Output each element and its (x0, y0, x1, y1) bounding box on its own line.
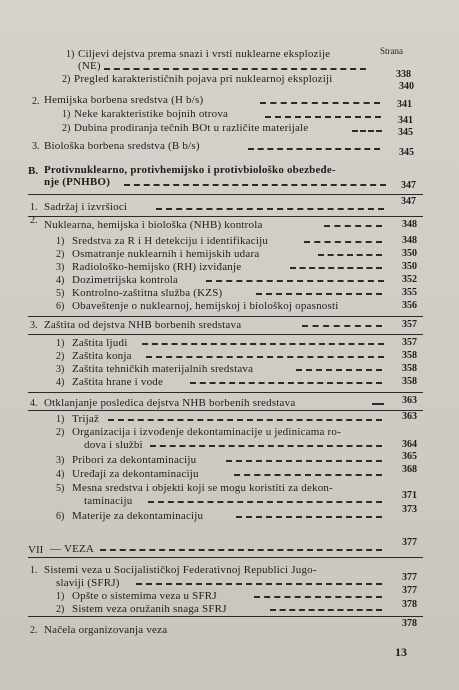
entry-number: 1. (30, 202, 38, 213)
page-ref: 358 (402, 376, 417, 387)
entry-number: 4) (56, 469, 65, 480)
toc-entry-text: Opšte o sistemima veza u SFRJ (72, 590, 217, 602)
entry-number: 2) (56, 604, 65, 615)
entry-number: 3) (56, 455, 65, 466)
dot-leader (104, 68, 366, 70)
dot-leader (108, 419, 382, 421)
entry-number: 1. (30, 565, 38, 576)
toc-entry-text: dova i službi (84, 439, 143, 451)
page-ref: 358 (402, 350, 417, 361)
toc-entry-text: Dozimetrijska kontrola (72, 274, 179, 286)
toc-entry-text: Zaštita konja (72, 350, 132, 362)
page-ref: 338 (396, 69, 411, 80)
toc-entry-text: Sredstva za R i H detekciju i identifikaciju (72, 235, 269, 247)
toc-entry-text: Organizacija i izvođenje dekontaminacije u jedinicama ro- (72, 426, 341, 438)
toc-entry-text: Pribori za dekontaminaciju (72, 454, 197, 466)
dot-leader (270, 609, 382, 611)
page-ref: 363 (402, 411, 417, 422)
toc-entry-text: Zaštita od dejstva NHB borbenih sredstava (44, 319, 242, 331)
toc-entry-text: Načela organizovanja veza (44, 624, 168, 636)
section-divider (28, 194, 423, 195)
page-ref: 357 (402, 319, 417, 330)
dot-leader (372, 403, 384, 405)
section-divider (28, 216, 423, 217)
page-ref: 358 (402, 363, 417, 374)
page-ref: 341 (397, 99, 412, 110)
toc-entry-text: Sistemi veza u Socijalističkoj Federativnoj Republici Jugo- (44, 564, 317, 576)
section-divider (28, 557, 423, 558)
page-number: 13 (395, 645, 407, 659)
page-ref: 365 (402, 451, 417, 462)
section-divider (28, 334, 423, 335)
toc-entry-text: Biološka borbena sredstva (B b/s) (44, 140, 200, 152)
entry-number: 5) (56, 288, 65, 299)
toc-entry-text: Uređaji za dekontaminaciju (72, 468, 199, 480)
page-ref: 356 (402, 300, 417, 311)
toc-entry-text: Dubina prodiranja tečnih BOt u različite materijale (74, 122, 309, 134)
toc-entry-text: Osmatranje nuklearnih i hemijskih udara (72, 248, 260, 260)
entry-number: 1) (66, 49, 75, 60)
page-ref: 340 (399, 81, 414, 92)
entry-number: 4) (56, 377, 65, 388)
toc-entry-text: Kontrolno-zaštitna služba (KZS) (72, 287, 223, 299)
entry-number: 1) (56, 338, 65, 349)
toc-entry-text: (NE) (78, 60, 101, 72)
entry-number: 4) (56, 275, 65, 286)
page-ref: 355 (402, 287, 417, 298)
page-ref: 377 (402, 572, 417, 583)
page-header-strana: Strana (380, 46, 403, 56)
entry-number: 2) (56, 249, 65, 260)
page-ref: 347 (401, 196, 416, 207)
entry-number: 5) (56, 483, 65, 494)
toc-entry-text: Radiološko-hemijsko (RH) izviđanje (72, 261, 242, 273)
entry-number: 2. (30, 215, 38, 226)
section-divider (28, 392, 423, 393)
entry-number: 2. (30, 625, 38, 636)
page-ref: 373 (402, 504, 417, 515)
toc-entry-text: Neke karakteristike bojnih otrova (74, 108, 229, 120)
toc-entry-text: slaviji (SFRJ) (56, 577, 120, 589)
dot-leader (290, 267, 382, 269)
page-ref: 348 (402, 219, 417, 230)
section-divider (28, 410, 423, 411)
toc-chapter-heading: — VEZA (50, 543, 95, 555)
dot-leader (226, 460, 382, 462)
dot-leader (100, 549, 382, 551)
toc-entry-text: Sadržaj i izvršioci (44, 201, 128, 213)
dot-leader (136, 583, 382, 585)
entry-number: 4. (30, 398, 38, 409)
entry-number: 2. (32, 96, 40, 107)
entry-number: 6) (56, 511, 65, 522)
page-ref: 378 (402, 599, 417, 610)
dot-leader (206, 280, 384, 282)
toc-entry-text: Ciljevi dejstva prema snazi i vrsti nuklearne eksplozije (78, 48, 331, 60)
section-divider (28, 316, 423, 317)
dot-leader (260, 102, 380, 104)
page-ref: 341 (398, 115, 413, 126)
dot-leader (352, 130, 382, 132)
entry-number: B. (28, 165, 39, 177)
toc-entry-text: Pregled karakterističnih pojava pri nuklearnoj eksploziji (74, 73, 333, 85)
toc-entry-text: Trijaž (72, 413, 100, 425)
entry-number: 3. (32, 141, 40, 152)
dot-leader (236, 516, 382, 518)
toc-entry-text: Mesna sredstva i objekti koji se mogu koristiti za dekon- (72, 482, 333, 494)
dot-leader (156, 208, 384, 210)
toc-entry-text: Nuklearna, hemijska i biološka (NHB) kontrola (44, 219, 263, 231)
entry-number: 2) (56, 427, 65, 438)
entry-number: 3. (30, 320, 38, 331)
page-ref: 350 (402, 261, 417, 272)
dot-leader (318, 254, 382, 256)
entry-number: 6) (56, 301, 65, 312)
entry-number: 1) (56, 414, 65, 425)
dot-leader (265, 116, 381, 118)
page-ref: 348 (402, 235, 417, 246)
dot-leader (148, 501, 382, 503)
entry-number: 2) (62, 74, 71, 85)
toc-entry-text: Sistem veza oružanih snaga SFRJ (72, 603, 227, 615)
dot-leader (248, 148, 380, 150)
page-ref: 368 (402, 464, 417, 475)
toc-entry-text: Zaštita tehničkih materijalnih sredstava (72, 363, 254, 375)
page-ref: 371 (402, 490, 417, 501)
dot-leader (234, 474, 382, 476)
entry-number: 2) (62, 123, 71, 134)
dot-leader (142, 343, 384, 345)
toc-entry-text: taminaciju (84, 495, 133, 507)
dot-leader (146, 356, 384, 358)
dot-leader (296, 369, 382, 371)
section-divider (28, 616, 423, 617)
page-ref: 377 (402, 585, 417, 596)
dot-leader (324, 225, 382, 227)
entry-number: 1) (56, 236, 65, 247)
page-ref: 352 (402, 274, 417, 285)
page-ref: 345 (398, 127, 413, 138)
toc-entry-text: Otklanjanje posledica dejstva NHB borbenih sredstava (44, 397, 296, 409)
dot-leader (256, 293, 382, 295)
entry-number: 1) (56, 591, 65, 602)
page-ref: 363 (402, 395, 417, 406)
page-ref: 347 (401, 180, 416, 191)
page-ref: 357 (402, 337, 417, 348)
entry-number: 2) (56, 351, 65, 362)
page-ref: 345 (399, 147, 414, 158)
toc-entry-text: Obaveštenje o nuklearnoj, hemijskoj i biološkoj opasnosti (72, 300, 339, 312)
dot-leader (124, 184, 386, 186)
dot-leader (190, 382, 382, 384)
toc-section-heading: nje (PNHBO) (44, 176, 111, 188)
toc-entry-text: Hemijska borbena sredstva (H b/s) (44, 94, 204, 106)
toc-entry-text: Zaštita hrane i vode (72, 376, 164, 388)
chapter-number: VII (28, 544, 44, 556)
page-ref: 377 (402, 537, 417, 548)
toc-section-heading: Protivnuklearno, protivhemijsko i protivbiološko obezbeđe- (44, 164, 336, 176)
toc-entry-text: Zaštita ljudi (72, 337, 128, 349)
dot-leader (304, 241, 382, 243)
page-ref: 378 (402, 618, 417, 629)
page-ref: 364 (402, 439, 417, 450)
toc-entry-text: Materije za dekontaminaciju (72, 510, 204, 522)
dot-leader (302, 325, 382, 327)
entry-number: 1) (62, 109, 71, 120)
dot-leader (254, 596, 382, 598)
entry-number: 3) (56, 364, 65, 375)
page-ref: 350 (402, 248, 417, 259)
dot-leader (150, 445, 382, 447)
entry-number: 3) (56, 262, 65, 273)
